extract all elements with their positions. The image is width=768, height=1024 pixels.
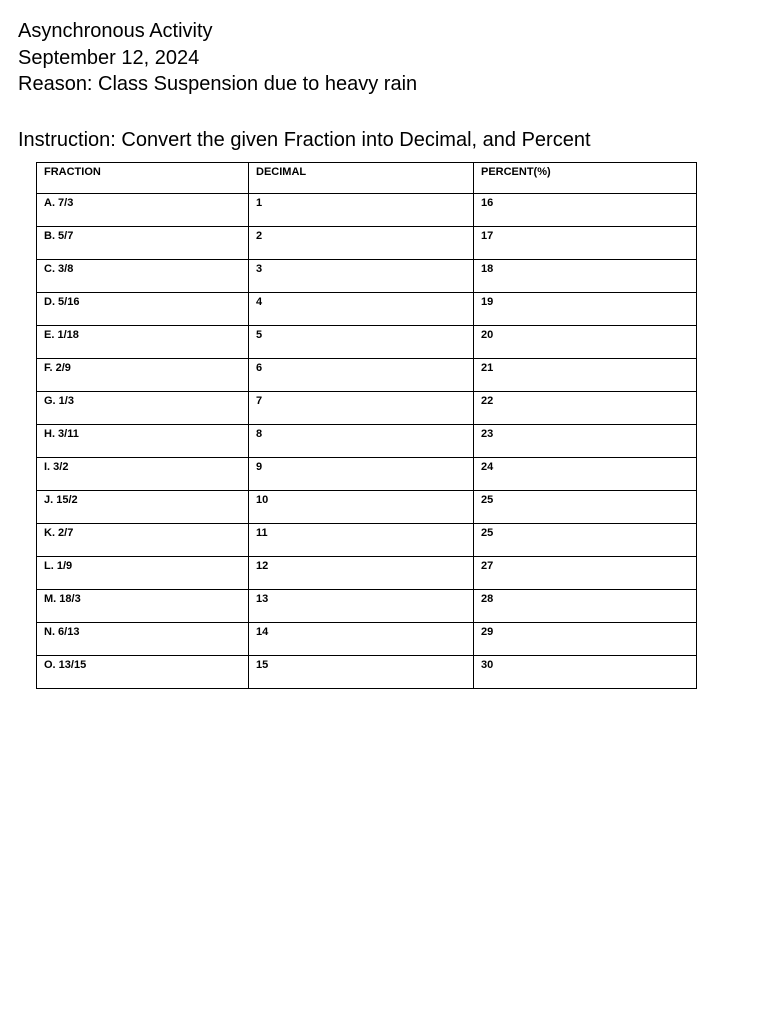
decimal-cell: 12: [249, 557, 474, 590]
percent-cell: 29: [474, 623, 697, 656]
decimal-column-header: DECIMAL: [249, 163, 474, 194]
fraction-cell: B. 5/7: [37, 227, 249, 260]
percent-cell: 23: [474, 425, 697, 458]
fraction-cell: I. 3/2: [37, 458, 249, 491]
fraction-cell: L. 1/9: [37, 557, 249, 590]
fraction-column-header: FRACTION: [37, 163, 249, 194]
fraction-cell: O. 13/15: [37, 656, 249, 689]
percent-cell: 24: [474, 458, 697, 491]
decimal-cell: 3: [249, 260, 474, 293]
percent-cell: 25: [474, 524, 697, 557]
decimal-cell: 4: [249, 293, 474, 326]
decimal-cell: 2: [249, 227, 474, 260]
table-row: [37, 326, 697, 359]
table-row: [37, 359, 697, 392]
percent-cell: 20: [474, 326, 697, 359]
fraction-cell: K. 2/7: [37, 524, 249, 557]
decimal-cell: 15: [249, 656, 474, 689]
table-row: [37, 656, 697, 689]
decimal-cell: 9: [249, 458, 474, 491]
percent-column-header: PERCENT(%): [474, 163, 697, 194]
table-row: [37, 293, 697, 326]
table-row: [37, 590, 697, 623]
table-row: [37, 260, 697, 293]
fraction-cell: N. 6/13: [37, 623, 249, 656]
fraction-cell: G. 1/3: [37, 392, 249, 425]
fraction-cell: A. 7/3: [37, 194, 249, 227]
table-body: [37, 194, 697, 689]
fraction-cell: C. 3/8: [37, 260, 249, 293]
table-row: [37, 557, 697, 590]
percent-cell: 16: [474, 194, 697, 227]
table-header-row: [37, 163, 697, 194]
percent-cell: 18: [474, 260, 697, 293]
activity-reason: Reason: Class Suspension due to heavy rain: [18, 73, 418, 95]
fraction-cell: M. 18/3: [37, 590, 249, 623]
table-row: [37, 491, 697, 524]
decimal-cell: 8: [249, 425, 474, 458]
fraction-cell: H. 3/11: [37, 425, 249, 458]
table-row: [37, 194, 697, 227]
decimal-cell: 5: [249, 326, 474, 359]
decimal-cell: 7: [249, 392, 474, 425]
percent-cell: 17: [474, 227, 697, 260]
table-row: [37, 524, 697, 557]
activity-date: September 12, 2024: [18, 46, 200, 69]
percent-cell: 25: [474, 491, 697, 524]
activity-title: Asynchronous Activity: [18, 20, 213, 42]
conversion-table: [36, 162, 697, 689]
decimal-cell: 6: [249, 359, 474, 392]
fraction-cell: E. 1/18: [37, 326, 249, 359]
decimal-cell: 10: [249, 491, 474, 524]
fraction-cell: F. 2/9: [37, 359, 249, 392]
percent-cell: 22: [474, 392, 697, 425]
percent-cell: 19: [474, 293, 697, 326]
decimal-cell: 14: [249, 623, 474, 656]
percent-cell: 30: [474, 656, 697, 689]
decimal-cell: 13: [249, 590, 474, 623]
table-row: [37, 458, 697, 491]
decimal-cell: 1: [249, 194, 474, 227]
percent-cell: 27: [474, 557, 697, 590]
fraction-cell: D. 5/16: [37, 293, 249, 326]
instruction-text: Instruction: Convert the given Fraction into Decimal, and Percent: [18, 129, 591, 151]
table-row: [37, 623, 697, 656]
table-row: [37, 425, 697, 458]
decimal-cell: 11: [249, 524, 474, 557]
table-row: [37, 392, 697, 425]
table-row: [37, 227, 697, 260]
percent-cell: 21: [474, 359, 697, 392]
percent-cell: 28: [474, 590, 697, 623]
fraction-cell: J. 15/2: [37, 491, 249, 524]
document-header: [18, 18, 417, 98]
